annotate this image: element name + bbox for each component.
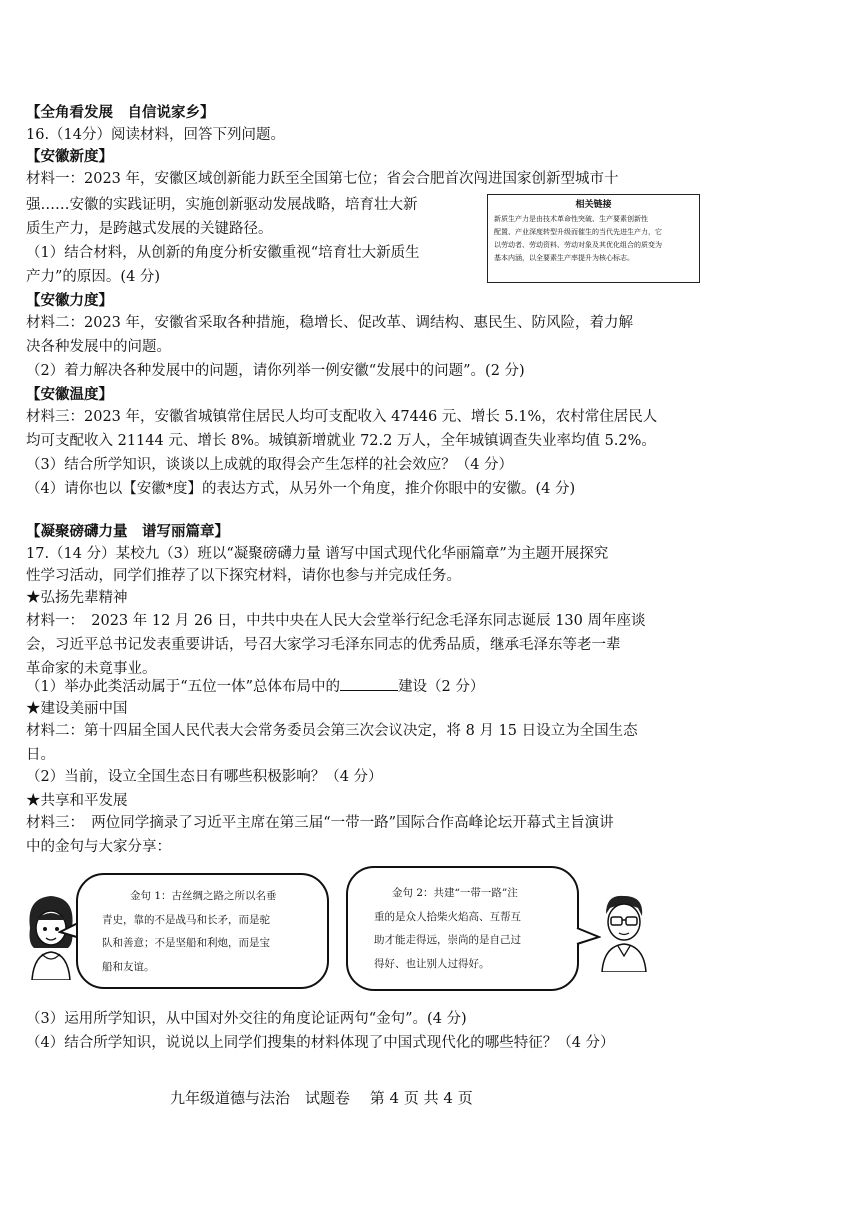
s17-material-3-line-1: 材料三： 两位同学摘录了习近平主席在第三届“一带一路”国际合作高峰论坛开幕式主旨演讲 [26,815,614,831]
q16-1-line-1: （1）结合材料，从创新的角度分析安徽重视“培育壮大新质生 [26,245,420,261]
page-footer: 九年级道德与法治 试题卷 第 4 页 共 4 页 [170,1089,473,1107]
quote-2-line-2: 重的是众人拾柴火焰高、互帮互 [374,910,521,923]
star-heading-3: ★共享和平发展 [26,793,128,809]
related-link-line-4: 基本内涵，以全要素生产率提升为核心标志。 [494,254,634,262]
q17-4: （4）结合所学知识，说说以上同学们搜集的材料体现了中国式现代化的哪些特征？（4 分） [26,1035,615,1051]
answer-blank[interactable] [340,675,398,691]
q16-1-line-2: 产力”的原因。(4 分) [26,269,161,285]
s17-material-1-line-1: 材料一： 2023 年 12 月 26 日，中共中央在人民大会堂举行纪念毛泽东同志诞辰 130 周年座谈 [26,613,646,629]
material-1-line-3: 质生产力，是跨越式发展的关键路径。 [26,221,273,237]
q17-1-text-before: （1）举办此类活动属于“五位一体”总体布局中的 [26,679,341,695]
subtitle-anhui-xindu: 【安徽新度】 [26,148,113,165]
quote-2-line-1: 金句 2：共建“一带一路”注 [392,887,518,899]
material-2-line-2: 决各种发展中的问题。 [26,339,171,355]
q16-2: （2）着力解决各种发展中的问题，请你列举一例安徽“发展中的问题”。(2 分) [26,363,525,379]
material-3-line-1: 材料三：2023 年，安徽省城镇常住居民人均可支配收入 47446 元、增长 5.1%，农村常住居民人 [26,409,658,425]
related-link-line-1: 新质生产力是由技术革命性突破、生产要素创新性 [494,215,648,223]
q16-4: （4）请你也以【安徽*度】的表达方式，从另外一个角度，推介你眼中的安徽。(4 分) [26,481,576,497]
s17-material-1-line-2: 会，习近平总书记发表重要讲话，号召大家学习毛泽东同志的优秀品质，继承毛泽东等老一辈 [26,637,621,653]
quote-1-line-3: 队和善意；不是坚船和利炮，而是宝 [102,937,270,949]
section-16-header: 【全角看发展 自信说家乡】 [26,104,215,121]
material-2-line-1: 材料二：2023 年，安徽省采取各种措施，稳增长、促改革、调结构、惠民生、防风险，着力解 [26,315,634,331]
q17-1-text-after: 建设（2 分） [398,679,485,695]
star-heading-1: ★弘扬先辈精神 [26,590,128,606]
material-1-line-2: 强……安徽的实践证明，实施创新驱动发展战略，培育壮大新 [26,197,418,213]
speech-bubble-quote-2 [346,866,579,991]
s17-material-2-line-2: 日。 [26,747,55,763]
s17-material-2-line-1: 材料二：第十四届全国人民代表大会常务委员会第三次会议决定，将 8 月 15 日设立为全国生态 [26,723,638,739]
question-17-line-1: 17.（14 分）某校九（3）班以“凝聚磅礴力量 谱写中国式现代化华丽篇章”为主题开展探究 [26,546,609,562]
star-heading-2: ★建设美丽中国 [26,701,128,717]
speech-bubble-quote-1 [76,873,329,989]
section-17-header: 【凝聚磅礴力量 谱写丽篇章】 [26,523,229,540]
related-link-box [487,194,700,283]
question-17-line-2: 性学习活动，同学们推荐了以下探究材料，请你也参与并完成任务。 [26,568,461,584]
quote-1-line-4: 船和友谊。 [102,960,155,973]
quote-1-line-1: 金句 1：古丝绸之路之所以名垂 [130,890,277,902]
subtitle-anhui-lidu: 【安徽力度】 [26,292,113,309]
s17-material-3-line-2: 中的金句与大家分享： [26,839,171,855]
subtitle-anhui-wendu: 【安徽温度】 [26,386,113,403]
quote-2-line-4: 得好、也让别人过得好。 [374,957,490,970]
quote-1-line-2: 青史，靠的不是战马和长矛，而是驼 [102,913,270,926]
q16-3: （3）结合所学知识，谈谈以上成就的取得会产生怎样的社会效应？（4 分） [26,457,514,473]
boy-student-illustration [592,890,654,972]
material-1-line-1: 材料一：2023 年，安徽区域创新能力跃至全国第七位；省会合肥首次闯进国家创新型城市十 [26,171,619,187]
quote-2-line-3: 助才能走得远，崇尚的是自己过 [374,934,521,946]
q17-3: （3）运用所学知识，从中国对外交往的角度论证两句“金句”。(4 分) [26,1011,467,1027]
related-link-line-2: 配置、产业深度转型升级而催生的当代先进生产力，它 [494,228,662,236]
q17-2: （2）当前，设立全国生态日有哪些积极影响？（4 分） [26,769,383,785]
material-3-line-2: 均可支配收入 21144 元、增长 8%。城镇新增就业 72.2 万人，全年城镇调查失业率均值 5.2%。 [26,433,656,449]
question-16: 16.（14分）阅读材料，回答下列问题。 [26,127,286,143]
q17-1 [26,675,484,697]
s17-material-1-line-3: 革命家的未竟事业。 [26,661,157,677]
related-link-line-3: 以劳动者、劳动资料、劳动对象及其优化组合的质变为 [494,241,662,249]
related-link-title: 相关链接 [575,200,612,210]
